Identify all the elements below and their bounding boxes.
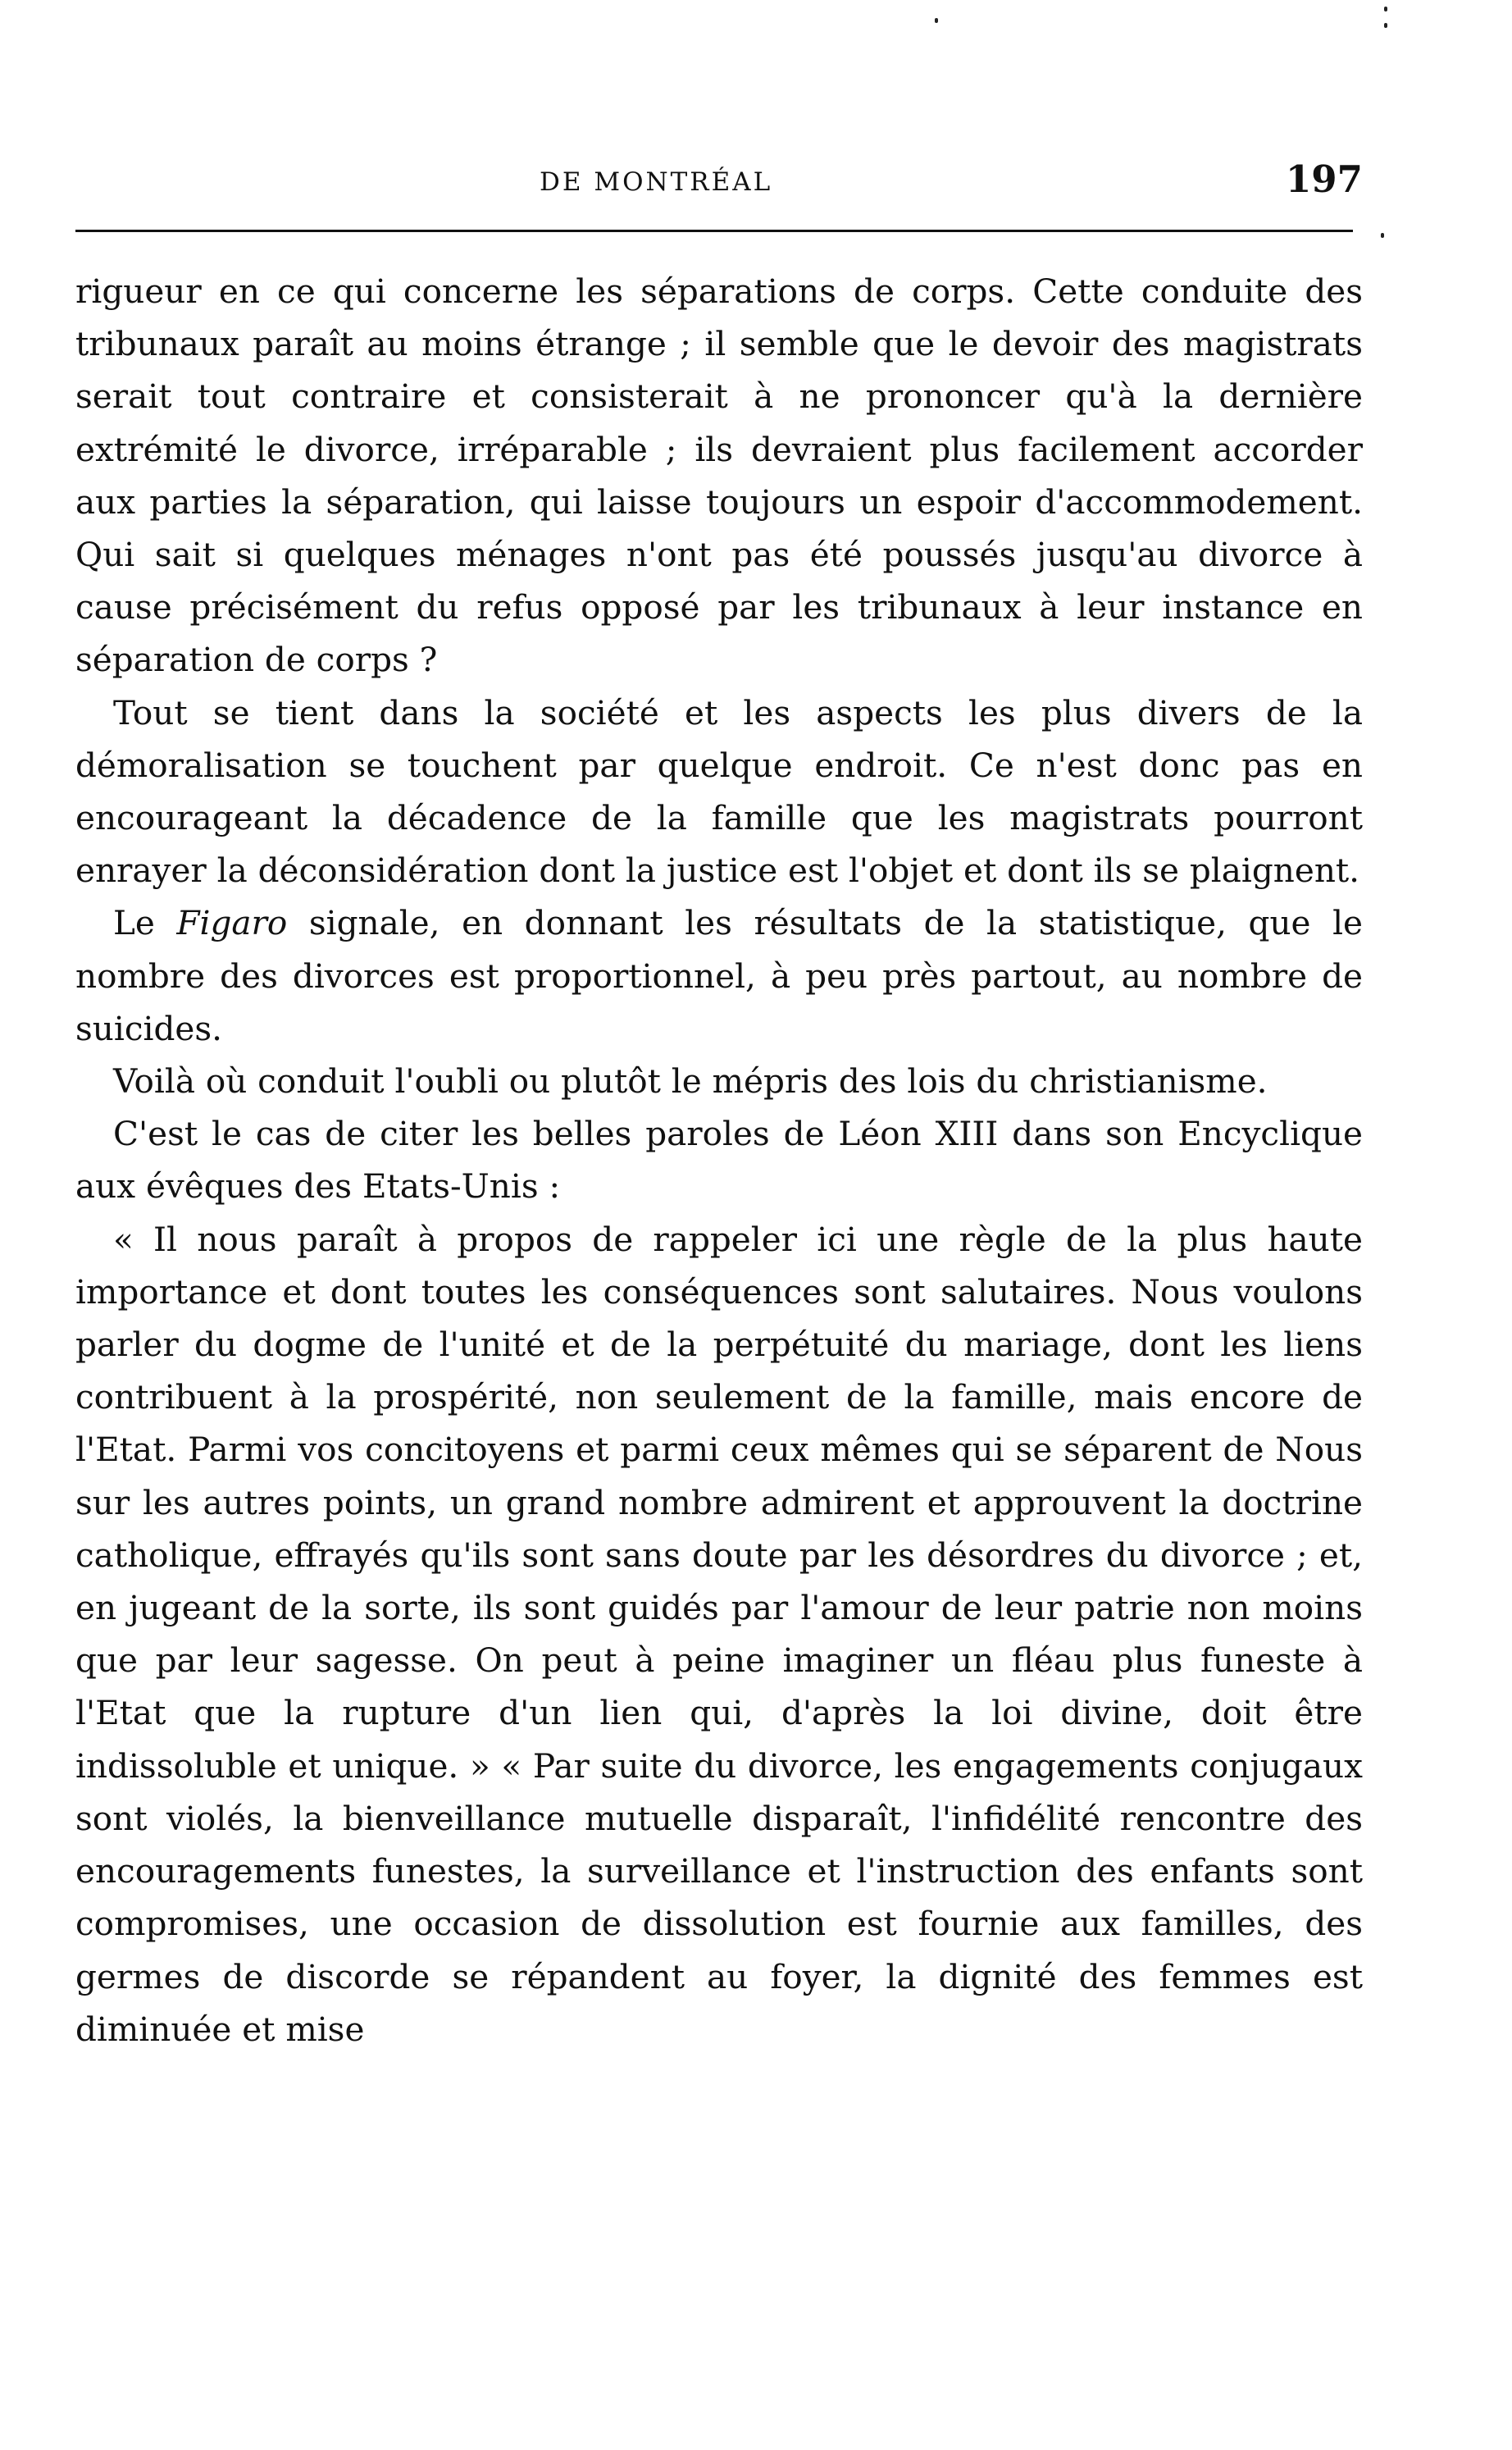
paragraph: Tout se tient dans la société et les aspects les plus divers de la démoralisation se touchent par quelque endroit. Ce n'est donc pas en encourageant la décadence de la famille que les magistrats pourront enrayer la déconsidération dont la justice est l'objet et dont ils se plaignent. (75, 692, 1363, 891)
paragraph-text: signale, en donnant les résultats de la statistique, que le nombre des divorces est proportionnel, à peu près partout, au nombre de suicides. (75, 903, 1363, 1048)
paragraph-text: Le (113, 903, 177, 943)
running-head: DE MONTRÉAL (540, 167, 773, 197)
newspaper-title: Figaro (176, 903, 288, 943)
paragraph: Voilà où conduit l'oubli ou plutôt le mépris des lois du christianisme. (113, 1061, 1268, 1102)
body-text (75, 265, 1363, 2055)
page-number: 197 (1286, 157, 1363, 201)
print-speck (1381, 233, 1384, 238)
quoted-paragraph: « Il nous paraît à propos de rappeler ici une règle de la plus haute importance et dont toutes les conséquences sont salutaires. Nous voulons parler du dogme de l'unité et de la perpétuité du mariage, dont les liens contribuent à la prospérité, non seulement de la famille, mais encore de l'Etat. Parmi vos concitoyens et parmi ceux mêmes qui se séparent de Nous sur les autres points, un grand nombre admirent et approuvent la doctrine catholique, effrayés qu'ils sont sans doute par les désordres du divorce ; et, en jugeant de la sorte, ils sont guidés par l'amour de leur patrie non moins que par leur sagesse. On peut à peine imaginer un fléau plus funeste à l'Etat que la rupture d'un lien qui, d'après la loi divine, doit être indissoluble et unique. » « Par suite du divorce, les engagements conjugaux sont violés, la bienveillance mutuelle disparaît, l'infidélité rencontre des encouragements funestes, la surveillance et l'instruction des enfants sont compromises, une occasion de dissolution est fournie aux familles, des germes de discorde se répandent au foyer, la dignité des femmes est diminuée et mise (75, 1219, 1363, 2049)
print-speck (1384, 7, 1387, 11)
paragraph (75, 897, 1363, 1055)
header-rule (75, 230, 1353, 232)
paragraph: C'est le cas de citer les belles paroles de Léon XIII dans son Encyclique aux évêques des Etats-Unis : (75, 1114, 1363, 1207)
print-speck (935, 18, 938, 23)
page-header (75, 157, 1363, 207)
print-speck (1384, 23, 1387, 28)
paragraph: rigueur en ce qui concerne les séparations de corps. Cette conduite des tribunaux paraît au moins étrange ; il semble que le devoir des magistrats serait tout contraire et consisterait à ne prononcer qu'à la dernière extrémité le divorce, irréparable ; ils devraient plus facilement accorder aux parties la séparation, qui laisse toujours un espoir d'accommodement. Qui sait si quelques ménages n'ont pas été poussés jusqu'au divorce à cause précisément du refus opposé par les tribunaux à leur instance en séparation de corps ? (75, 271, 1363, 680)
